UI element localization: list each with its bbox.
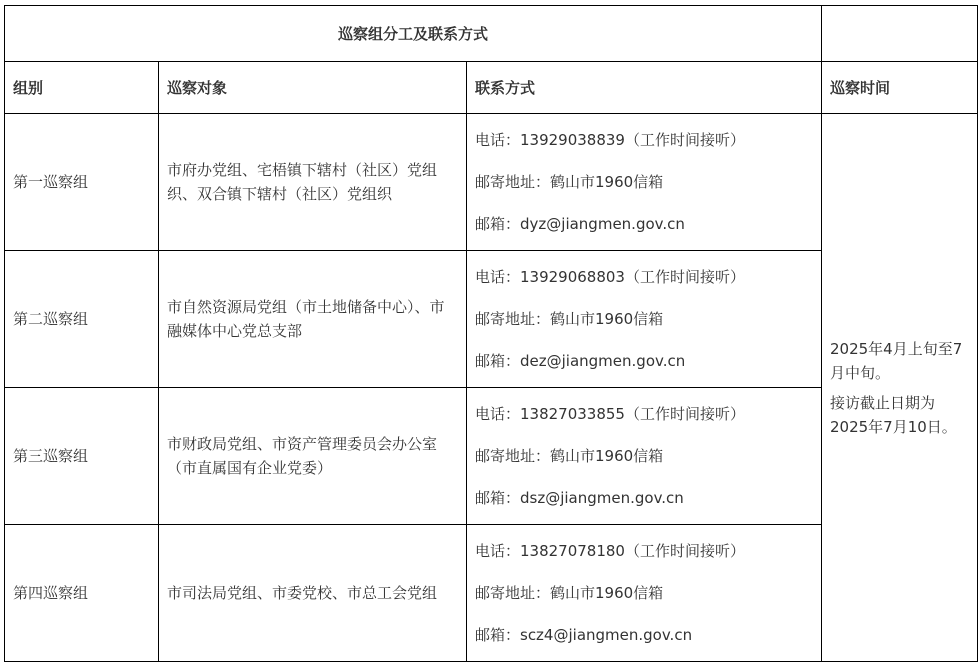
- contact-email[interactable]: 邮箱：dsz@jiangmen.gov.cn: [475, 489, 684, 507]
- group-target: 市财政局党组、市资产管理委员会办公室（市直属国有企业党委）: [159, 388, 467, 525]
- contact-phone: 电话：13929068803（工作时间接听）: [475, 268, 745, 286]
- inspection-schedule-table: [4, 5, 978, 662]
- header-group: 组别: [5, 62, 159, 114]
- title-empty-cell: [822, 6, 978, 62]
- contact-phone: 电话：13827078180（工作时间接听）: [475, 542, 745, 560]
- group-name: 第三巡察组: [5, 388, 159, 525]
- contact-phone: 电话：13929038839（工作时间接听）: [475, 131, 745, 149]
- period-deadline: 接访截止日期为2025年7月10日。: [830, 393, 957, 436]
- table-row: [5, 114, 978, 251]
- header-contact: 联系方式: [467, 62, 822, 114]
- header-target: 巡察对象: [159, 62, 467, 114]
- group-name: 第二巡察组: [5, 251, 159, 388]
- contact-mail: 邮寄地址：鹤山市1960信箱: [475, 173, 664, 191]
- contact-mail: 邮寄地址：鹤山市1960信箱: [475, 584, 664, 602]
- table-title: 巡察组分工及联系方式: [5, 6, 822, 62]
- group-contact: [467, 251, 822, 388]
- contact-email[interactable]: 邮箱：dyz@jiangmen.gov.cn: [475, 215, 685, 233]
- group-contact: [467, 114, 822, 251]
- group-contact: [467, 525, 822, 662]
- period-time: 2025年4月上旬至7月中旬。: [830, 339, 963, 382]
- header-row: [5, 62, 978, 114]
- group-target: 市府办党组、宅梧镇下辖村（社区）党组织、双合镇下辖村（社区）党组织: [159, 114, 467, 251]
- group-target: 市自然资源局党组（市土地储备中心）、市融媒体中心党总支部: [159, 251, 467, 388]
- title-row: [5, 6, 978, 62]
- group-contact: [467, 388, 822, 525]
- contact-mail: 邮寄地址：鹤山市1960信箱: [475, 310, 664, 328]
- group-name: 第一巡察组: [5, 114, 159, 251]
- contact-email[interactable]: 邮箱：scz4@jiangmen.gov.cn: [475, 626, 693, 644]
- contact-phone: 电话：13827033855（工作时间接听）: [475, 405, 745, 423]
- contact-email[interactable]: 邮箱：dez@jiangmen.gov.cn: [475, 352, 686, 370]
- period-cell: [822, 114, 978, 662]
- header-period: 巡察时间: [822, 62, 978, 114]
- group-name: 第四巡察组: [5, 525, 159, 662]
- group-target: 市司法局党组、市委党校、市总工会党组: [159, 525, 467, 662]
- contact-mail: 邮寄地址：鹤山市1960信箱: [475, 447, 664, 465]
